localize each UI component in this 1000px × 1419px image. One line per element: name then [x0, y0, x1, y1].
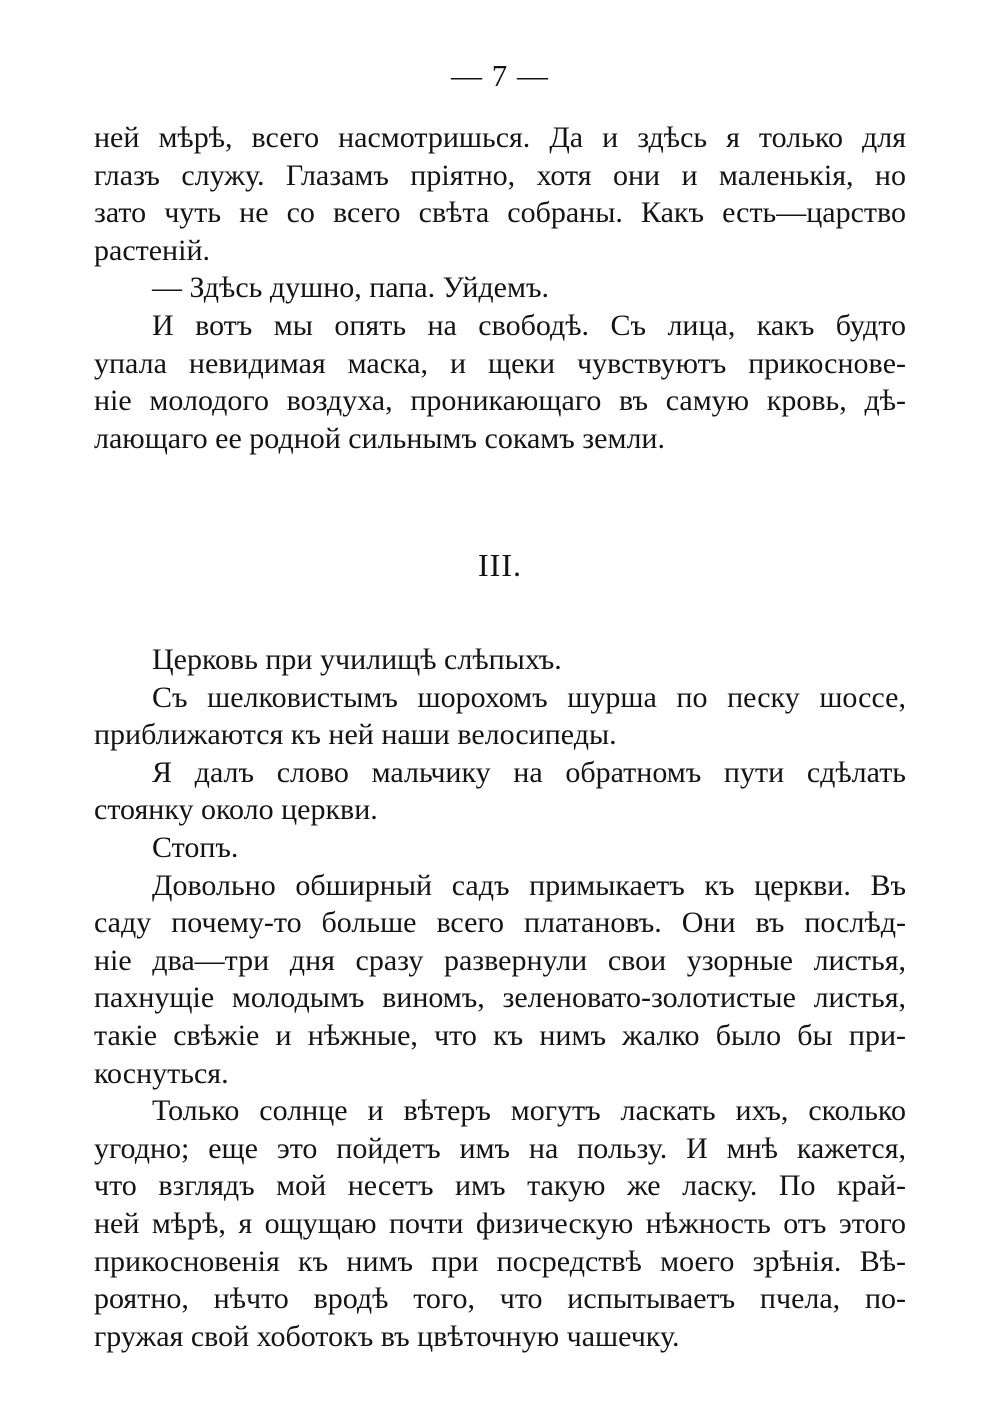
- text-line: зато чуть не со всего свѣта собраны. Какъ есть—царство: [94, 196, 906, 230]
- text-line: растеній.: [94, 233, 211, 267]
- page-number: — 7 —: [451, 58, 549, 93]
- chapter-heading: III.: [478, 547, 522, 583]
- text-line: гружая свой хоботокъ въ цвѣточную чашечку.: [94, 1319, 680, 1353]
- text-line: пахнущіе молодымъ виномъ, зеленовато-золотистые листья,: [94, 981, 906, 1015]
- text-line: И вотъ мы опять на свободѣ. Съ лица, какъ будто: [152, 308, 906, 342]
- text-line: угодно; еще это пойдетъ имъ на пользу. И мнѣ кажется,: [94, 1131, 906, 1165]
- text-line: ніе два—три дня сразу развернули свои узорные листья,: [94, 943, 906, 977]
- text-line: упала невидимая маска, и щеки чувствуютъ прикосновe-: [94, 346, 906, 380]
- text-line: Стопъ.: [152, 830, 239, 864]
- text-line: Съ шелковистымъ шорохомъ шурша по песку шоссе,: [152, 680, 906, 714]
- text-line: саду почему-то больше всего платановъ. Они въ послѣд-: [94, 906, 906, 940]
- text-line: что взглядъ мой несетъ имъ такую же ласку. По край-: [94, 1169, 906, 1203]
- text-line: лающаго ее родной сильнымъ сокамъ земли.: [94, 421, 665, 455]
- text-line: Довольно обширный садъ примыкаетъ къ церкви. Въ: [152, 868, 906, 902]
- text-line: ней мѣрѣ, всего насмотришься. Да и здѣсь я только для: [94, 121, 906, 154]
- text-line: Церковь при училищѣ слѣпыхъ.: [152, 643, 562, 676]
- text-line: Я далъ слово мальчику на обратномъ пути сдѣлать: [152, 755, 906, 789]
- text-line: приближаются къ ней наши велосипеды.: [94, 718, 617, 752]
- text-line: глазъ служу. Глазамъ пріятно, хотя они и маленькія, но: [94, 158, 906, 192]
- text-line: — Здѣсь душно, папа. Уйдемъ.: [152, 271, 549, 305]
- text-block-after-chapter: [94, 641, 906, 1355]
- text-line: коснуться.: [94, 1056, 229, 1090]
- text-line: стоянку около церкви.: [94, 793, 378, 827]
- text-line: ней мѣрѣ, я ощущаю почти физическую нѣжность отъ этого: [94, 1206, 906, 1240]
- text-line: ніе молодого воздуха, проникающаго въ самую кровь, дѣ-: [94, 384, 906, 418]
- text-line: Только солнце и вѣтеръ могутъ ласкать ихъ, сколько: [152, 1094, 906, 1128]
- text-line: роятно, нѣчто вродѣ того, что испытываетъ пчела, по-: [94, 1282, 906, 1316]
- text-line: прикосновенія къ нимъ при посредствѣ моего зрѣнія. Вѣ-: [94, 1244, 906, 1278]
- text-block-before-chapter: [94, 119, 906, 457]
- text-line: такіе свѣжіе и нѣжные, что къ нимъ жалко было бы при-: [94, 1018, 906, 1052]
